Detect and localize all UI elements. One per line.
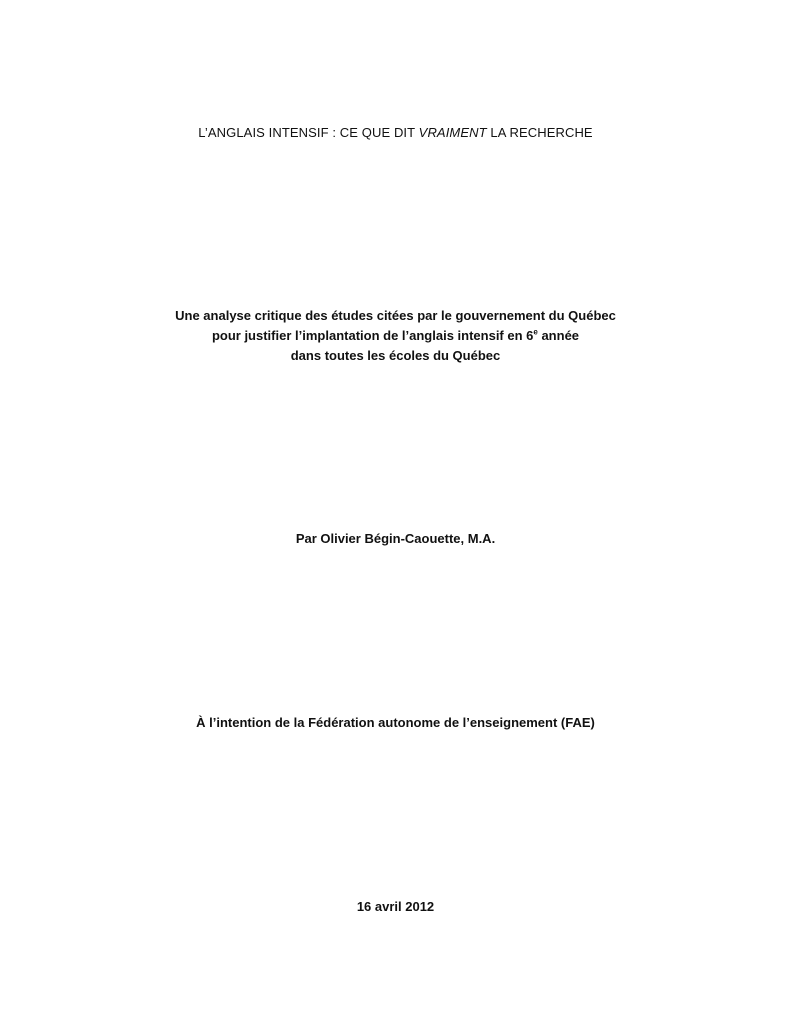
subtitle-line-2-after: année <box>537 328 580 343</box>
document-subtitle <box>0 306 791 366</box>
subtitle-line-2 <box>0 326 791 346</box>
title-emphasis: VRAIMENT <box>418 125 487 140</box>
document-title <box>0 124 791 142</box>
title-text-before: L’ANGLAIS INTENSIF : CE QUE DIT <box>198 125 419 140</box>
subtitle-line-3: dans toutes les écoles du Québec <box>290 348 501 363</box>
recipient-line: À l’intention de la Fédération autonome de l’enseignement (FAE) <box>196 715 595 730</box>
subtitle-line-1: Une analyse critique des études citées par le gouvernement du Québec <box>175 308 616 323</box>
subtitle-superscript: e <box>533 327 538 337</box>
subtitle-line-2-before: pour justifier l’implantation de l’anglais intensif en 6 <box>211 328 534 343</box>
author-line: Par Olivier Bégin-Caouette, M.A. <box>295 531 496 546</box>
title-text-after: LA RECHERCHE <box>486 125 593 140</box>
date-line: 16 avril 2012 <box>356 899 435 914</box>
